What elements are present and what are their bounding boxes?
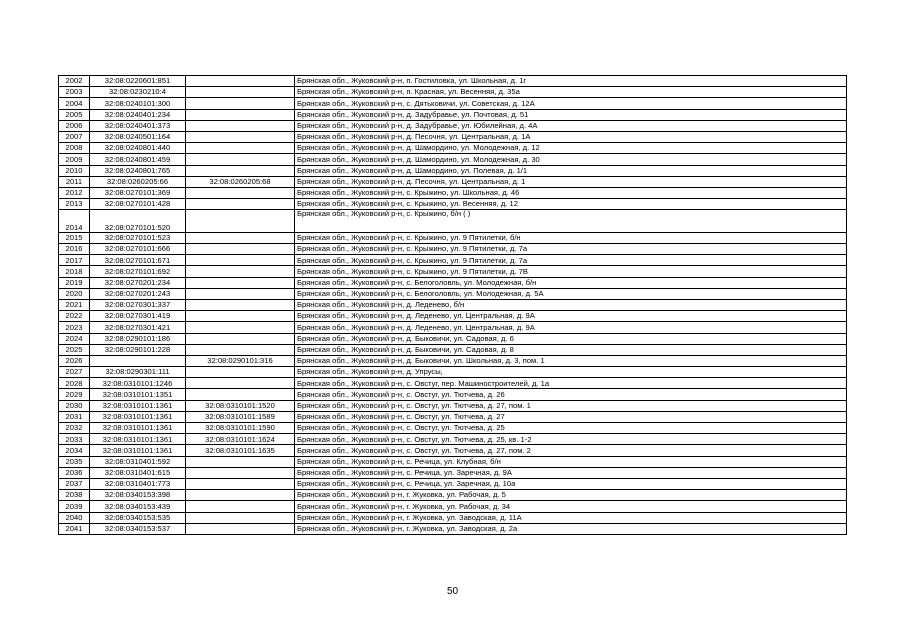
address-cell: Брянская обл., Жуковский р-н, д. Леденево, б/н	[295, 299, 847, 310]
row-number-cell: 2039	[59, 501, 90, 512]
cadastral-number-cell: 32:08:0270101:666	[90, 244, 186, 255]
table-row	[59, 288, 847, 299]
premises-cadastral-number-cell	[186, 456, 295, 467]
table-row	[59, 187, 847, 198]
table-row	[59, 266, 847, 277]
row-number-cell: 2029	[59, 389, 90, 400]
address-cell: Брянская обл., Жуковский р-н, с. Крыжино, ул. Весенняя, д. 12	[295, 199, 847, 210]
table-row	[59, 199, 847, 210]
cadastral-number-cell: 32:08:0240501:164	[90, 131, 186, 142]
row-number-cell: 2004	[59, 98, 90, 109]
premises-cadastral-number-cell	[186, 154, 295, 165]
row-number-cell: 2002	[59, 76, 90, 87]
address-cell: Брянская обл., Жуковский р-н, г. Жуковка, ул. Заводская, д. 11А	[295, 512, 847, 523]
address-cell: Брянская обл., Жуковский р-н, с. Белоголовль, ул. Молодежная, д. 5А	[295, 288, 847, 299]
row-number-cell: 2041	[59, 523, 90, 534]
row-number-cell: 2028	[59, 378, 90, 389]
table-row	[59, 311, 847, 322]
premises-cadastral-number-cell: 32:08:0260205:68	[186, 176, 295, 187]
premises-cadastral-number-cell	[186, 266, 295, 277]
table-row	[59, 400, 847, 411]
row-number-cell: 2016	[59, 244, 90, 255]
row-number-cell: 2007	[59, 131, 90, 142]
premises-cadastral-number-cell	[186, 232, 295, 243]
row-number-cell: 2009	[59, 154, 90, 165]
address-cell: Брянская обл., Жуковский р-н, д. Быковичи, ул. Школьная, д. 3, пом. 1	[295, 355, 847, 366]
row-number-cell: 2019	[59, 277, 90, 288]
row-number-cell: 2033	[59, 434, 90, 445]
address-cell: Брянская обл., Жуковский р-н, д. Шамордино, ул. Молодежная, д. 30	[295, 154, 847, 165]
cadastral-number-cell: 32:08:0240101:300	[90, 98, 186, 109]
premises-cadastral-number-cell	[186, 523, 295, 534]
table-row	[59, 244, 847, 255]
address-cell: Брянская обл., Жуковский р-н, д. Быковичи, ул. Садовая, д. 6	[295, 333, 847, 344]
table-row	[59, 232, 847, 243]
premises-cadastral-number-cell	[186, 299, 295, 310]
cadastral-number-cell: 32:08:0270101:369	[90, 187, 186, 198]
row-number-cell: 2026	[59, 355, 90, 366]
row-number-cell: 2003	[59, 87, 90, 98]
address-cell: Брянская обл., Жуковский р-н, с. Белоголовль, ул. Молодежная, б/н	[295, 277, 847, 288]
cadastral-number-cell: 32:08:0270101:692	[90, 266, 186, 277]
row-number-cell: 2018	[59, 266, 90, 277]
cadastral-number-cell: 32:08:0310101:1246	[90, 378, 186, 389]
row-number-cell: 2031	[59, 411, 90, 422]
row-number-cell: 2034	[59, 445, 90, 456]
cadastral-number-cell: 32:08:0310101:1361	[90, 423, 186, 434]
premises-cadastral-number-cell	[186, 512, 295, 523]
table-row	[59, 367, 847, 378]
table-row	[59, 501, 847, 512]
cadastral-number-cell: 32:08:0220601:851	[90, 76, 186, 87]
table-row	[59, 98, 847, 109]
premises-cadastral-number-cell	[186, 490, 295, 501]
premises-cadastral-number-cell: 32:08:0310101:1635	[186, 445, 295, 456]
table-row	[59, 120, 847, 131]
premises-cadastral-number-cell	[186, 467, 295, 478]
address-cell: Брянская обл., Жуковский р-н, с. Дятьковичи, ул. Советская, д. 12А	[295, 98, 847, 109]
address-cell: Брянская обл., Жуковский р-н, д. Упрусы,	[295, 367, 847, 378]
premises-cadastral-number-cell	[186, 367, 295, 378]
row-number-cell: 2013	[59, 199, 90, 210]
address-cell: Брянская обл., Жуковский р-н, с. Овстуг, ул. Тютчева, д. 27	[295, 411, 847, 422]
table-row	[59, 154, 847, 165]
premises-cadastral-number-cell: 32:08:0310101:1520	[186, 400, 295, 411]
cadastral-number-cell: 32:08:0310101:1351	[90, 389, 186, 400]
address-cell: Брянская обл., Жуковский р-н, с. Овстуг, ул. Тютчева, д. 27, пом. 1	[295, 400, 847, 411]
table-row	[59, 322, 847, 333]
premises-cadastral-number-cell	[186, 131, 295, 142]
row-number-cell: 2036	[59, 467, 90, 478]
cadastral-number-cell: 32:08:0270201:243	[90, 288, 186, 299]
cadastral-number-cell: 32:08:0270101:520	[90, 210, 186, 233]
premises-cadastral-number-cell	[186, 288, 295, 299]
row-number-cell: 2025	[59, 344, 90, 355]
table-row	[59, 165, 847, 176]
premises-cadastral-number-cell: 32:08:0290101:316	[186, 355, 295, 366]
row-number-cell: 2015	[59, 232, 90, 243]
cadastral-number-cell: 32:08:0270201:234	[90, 277, 186, 288]
table-row	[59, 423, 847, 434]
cadastral-number-cell: 32:08:0270101:523	[90, 232, 186, 243]
premises-cadastral-number-cell	[186, 389, 295, 400]
row-number-cell: 2021	[59, 299, 90, 310]
premises-cadastral-number-cell	[186, 98, 295, 109]
row-number-cell: 2023	[59, 322, 90, 333]
premises-cadastral-number-cell	[186, 277, 295, 288]
table-row	[59, 277, 847, 288]
address-cell: Брянская обл., Жуковский р-н, д. Леденево, ул. Центральная, д. 9А	[295, 322, 847, 333]
cadastral-number-cell: 32:08:0310101:1361	[90, 400, 186, 411]
row-number-cell: 2017	[59, 255, 90, 266]
address-cell: Брянская обл., Жуковский р-н, г. Жуковка, ул. Заводская, д. 2а	[295, 523, 847, 534]
address-cell: Брянская обл., Жуковский р-н, д. Леденево, ул. Центральная, д. 9А	[295, 311, 847, 322]
row-number-cell: 2010	[59, 165, 90, 176]
address-cell: Брянская обл., Жуковский р-н, с. Крыжино, ул. 9 Пятилетки, б/н	[295, 232, 847, 243]
address-cell: Брянская обл., Жуковский р-н, п. Красная, ул. Весенняя, д. 35а	[295, 87, 847, 98]
address-cell: Брянская обл., Жуковский р-н, д. Задубравье, ул. Почтовая, д. 51	[295, 109, 847, 120]
table-row	[59, 411, 847, 422]
table-row	[59, 76, 847, 87]
cadastral-number-cell: 32:08:0270301:419	[90, 311, 186, 322]
table-row	[59, 467, 847, 478]
address-cell: Брянская обл., Жуковский р-н, с. Речица, ул. Заречная, д. 10а	[295, 478, 847, 489]
premises-cadastral-number-cell	[186, 311, 295, 322]
address-cell: Брянская обл., Жуковский р-н, д. Быковичи, ул. Садовая, д. 8	[295, 344, 847, 355]
table-row	[59, 378, 847, 389]
premises-cadastral-number-cell	[186, 76, 295, 87]
cadastral-number-cell: 32:08:0270101:671	[90, 255, 186, 266]
row-number-cell: 2027	[59, 367, 90, 378]
row-number-cell: 2012	[59, 187, 90, 198]
address-cell: Брянская обл., Жуковский р-н, с. Крыжино, б/н ( )	[295, 210, 847, 233]
cadastral-number-cell: 32:08:0240401:373	[90, 120, 186, 131]
table-row	[59, 434, 847, 445]
premises-cadastral-number-cell	[186, 478, 295, 489]
cadastral-number-cell: 32:08:0310101:1361	[90, 445, 186, 456]
row-number-cell: 2020	[59, 288, 90, 299]
row-number-cell: 2030	[59, 400, 90, 411]
table-row	[59, 333, 847, 344]
address-cell: Брянская обл., Жуковский р-н, с. Крыжино, ул. 9 Пятилетки, д. 7В	[295, 266, 847, 277]
row-number-cell: 2008	[59, 143, 90, 154]
table-row	[59, 512, 847, 523]
premises-cadastral-number-cell	[186, 244, 295, 255]
row-number-cell: 2014	[59, 210, 90, 233]
premises-cadastral-number-cell	[186, 87, 295, 98]
row-number-cell: 2032	[59, 423, 90, 434]
address-cell: Брянская обл., Жуковский р-н, с. Овстуг, пер. Машиностроителей, д. 1а	[295, 378, 847, 389]
table-row	[59, 255, 847, 266]
registry-table-body	[59, 76, 847, 535]
premises-cadastral-number-cell	[186, 378, 295, 389]
address-cell: Брянская обл., Жуковский р-н, д. Песочня, ул. Центральная, д. 1	[295, 176, 847, 187]
premises-cadastral-number-cell	[186, 501, 295, 512]
table-row	[59, 445, 847, 456]
cadastral-number-cell: 32:08:0340153:398	[90, 490, 186, 501]
row-number-cell: 2035	[59, 456, 90, 467]
cadastral-number-cell: 32:08:0340153:535	[90, 512, 186, 523]
table-row	[59, 344, 847, 355]
cadastral-number-cell: 32:08:0240801:765	[90, 165, 186, 176]
premises-cadastral-number-cell	[186, 199, 295, 210]
premises-cadastral-number-cell: 32:08:0310101:1624	[186, 434, 295, 445]
premises-cadastral-number-cell	[186, 143, 295, 154]
table-row	[59, 523, 847, 534]
table-row	[59, 109, 847, 120]
cadastral-number-cell: 32:08:0290101:228	[90, 344, 186, 355]
address-cell: Брянская обл., Жуковский р-н, д. Шамордино, ул. Молодежная, д. 12	[295, 143, 847, 154]
table-row	[59, 176, 847, 187]
cadastral-number-cell: 32:08:0240401:234	[90, 109, 186, 120]
row-number-cell: 2005	[59, 109, 90, 120]
table-row	[59, 87, 847, 98]
cadastral-number-cell: 32:08:0310101:1361	[90, 434, 186, 445]
premises-cadastral-number-cell	[186, 165, 295, 176]
cadastral-number-cell: 32:08:0310401:615	[90, 467, 186, 478]
row-number-cell: 2022	[59, 311, 90, 322]
table-row	[59, 210, 847, 233]
row-number-cell: 2037	[59, 478, 90, 489]
row-number-cell: 2024	[59, 333, 90, 344]
cadastral-number-cell: 32:08:0310101:1361	[90, 411, 186, 422]
premises-cadastral-number-cell	[186, 187, 295, 198]
address-cell: Брянская обл., Жуковский р-н, д. Песочня, ул. Центральная, д. 1А	[295, 131, 847, 142]
property-registry-table	[58, 75, 847, 535]
row-number-cell: 2011	[59, 176, 90, 187]
address-cell: Брянская обл., Жуковский р-н, г. Жуковка, ул. Рабочая, д. 34	[295, 501, 847, 512]
address-cell: Брянская обл., Жуковский р-н, с. Крыжино, ул. Школьная, д. 46	[295, 187, 847, 198]
row-number-cell: 2038	[59, 490, 90, 501]
address-cell: Брянская обл., Жуковский р-н, с. Крыжино, ул. 9 Пятилетки, д. 7а	[295, 255, 847, 266]
address-cell: Брянская обл., Жуковский р-н, с. Овстуг, ул. Тютчева, д. 25, кв. 1-2	[295, 434, 847, 445]
cadastral-number-cell: 32:08:0240801:459	[90, 154, 186, 165]
cadastral-number-cell: 32:08:0290101:186	[90, 333, 186, 344]
row-number-cell: 2040	[59, 512, 90, 523]
cadastral-number-cell: 32:08:0310401:773	[90, 478, 186, 489]
cadastral-number-cell: 32:08:0270301:421	[90, 322, 186, 333]
premises-cadastral-number-cell	[186, 255, 295, 266]
premises-cadastral-number-cell	[186, 322, 295, 333]
cadastral-number-cell	[90, 355, 186, 366]
cadastral-number-cell: 32:08:0310401:592	[90, 456, 186, 467]
address-cell: Брянская обл., Жуковский р-н, с. Овстуг, ул. Тютчева, д. 27, пом. 2	[295, 445, 847, 456]
premises-cadastral-number-cell	[186, 120, 295, 131]
table-row	[59, 456, 847, 467]
cadastral-number-cell: 32:08:0230210:4	[90, 87, 186, 98]
address-cell: Брянская обл., Жуковский р-н, с. Речица, ул. Заречная, д. 9А	[295, 467, 847, 478]
table-row	[59, 478, 847, 489]
address-cell: Брянская обл., Жуковский р-н, д. Задубравье, ул. Юбилейная, д. 4А	[295, 120, 847, 131]
premises-cadastral-number-cell	[186, 344, 295, 355]
table-row	[59, 355, 847, 366]
address-cell: Брянская обл., Жуковский р-н, с. Овстуг, ул. Тютчева, д. 26	[295, 389, 847, 400]
page-number: 50	[446, 586, 459, 597]
address-cell: Брянская обл., Жуковский р-н, с. Речица, ул. Клубная, б/н	[295, 456, 847, 467]
table-row	[59, 389, 847, 400]
row-number-cell: 2006	[59, 120, 90, 131]
address-cell: Брянская обл., Жуковский р-н, д. Шамордино, ул. Полевая, д. 1/1	[295, 165, 847, 176]
table-row	[59, 143, 847, 154]
cadastral-number-cell: 32:08:0340153:439	[90, 501, 186, 512]
cadastral-number-cell: 32:08:0240801:440	[90, 143, 186, 154]
cadastral-number-cell: 32:08:0270301:337	[90, 299, 186, 310]
table-row	[59, 490, 847, 501]
premises-cadastral-number-cell	[186, 333, 295, 344]
premises-cadastral-number-cell: 32:08:0310101:1589	[186, 411, 295, 422]
address-cell: Брянская обл., Жуковский р-н, с. Крыжино, ул. 9 Пятилетки, д. 7а	[295, 244, 847, 255]
address-cell: Брянская обл., Жуковский р-н, п. Гостиловка, ул. Школьная, д. 1г	[295, 76, 847, 87]
address-cell: Брянская обл., Жуковский р-н, г. Жуковка, ул. Рабочая, д. 5	[295, 490, 847, 501]
cadastral-number-cell: 32:08:0290301:111	[90, 367, 186, 378]
address-cell: Брянская обл., Жуковский р-н, с. Овстуг, ул. Тютчева, д. 25	[295, 423, 847, 434]
premises-cadastral-number-cell	[186, 109, 295, 120]
cadastral-number-cell: 32:08:0270101:428	[90, 199, 186, 210]
cadastral-number-cell: 32:08:0340153:537	[90, 523, 186, 534]
table-row	[59, 131, 847, 142]
premises-cadastral-number-cell	[186, 210, 295, 233]
cadastral-number-cell: 32:08:0260205:66	[90, 176, 186, 187]
table-row	[59, 299, 847, 310]
premises-cadastral-number-cell: 32:08:0310101:1590	[186, 423, 295, 434]
